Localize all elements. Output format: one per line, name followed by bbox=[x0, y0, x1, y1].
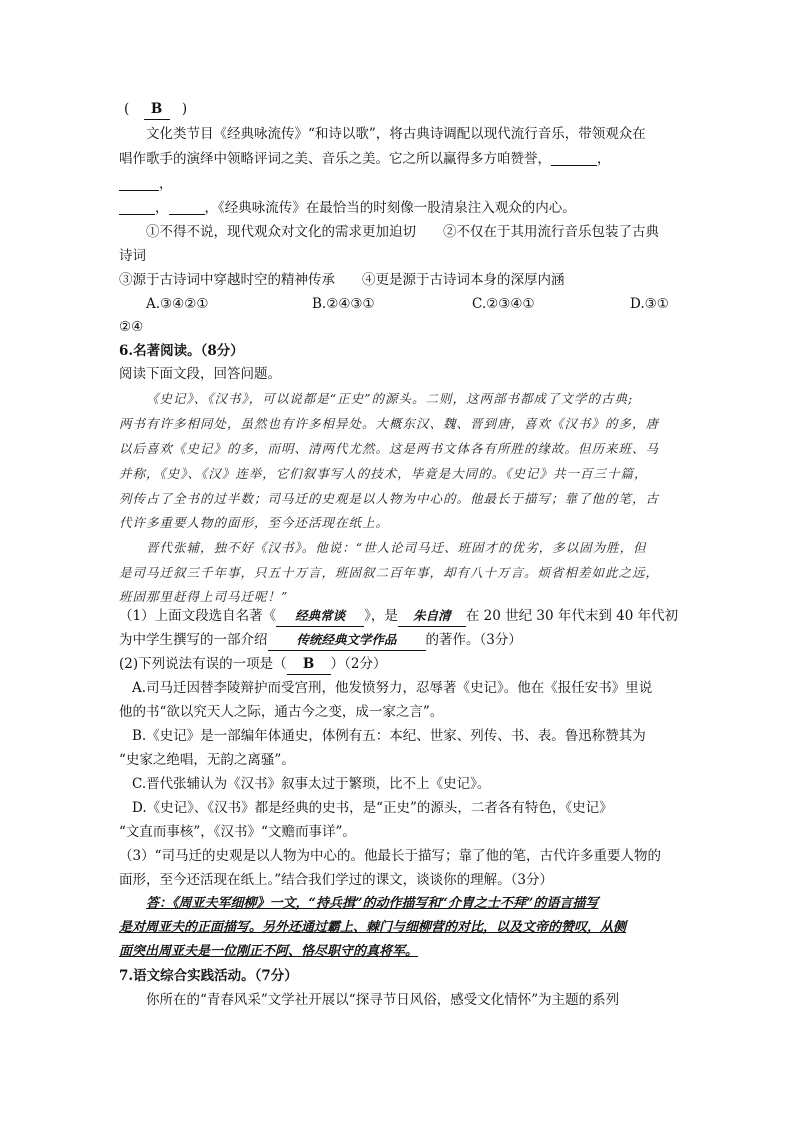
passage-line: 班固那里赶得上司马迁呢！” bbox=[119, 589, 289, 604]
passage-line: 晋代张辅，独不好《汉书》。他说：“世人论司马迁、班固才的优劣，多以固为胜，但 bbox=[146, 540, 647, 555]
choice-c: C.②③④① bbox=[472, 296, 535, 312]
q5-answer-line bbox=[124, 99, 187, 120]
choice-b: B.②④③① bbox=[312, 296, 375, 312]
paren-right: ) bbox=[181, 101, 188, 117]
q5-options-1: ①不得不说，现代观众对文化的需求更加迫切 ②不仅在于其用流行音乐包装了古典 bbox=[146, 224, 659, 240]
option-a-line2: 他的书“欲以究天人之际，通古今之变，成一家之言”。 bbox=[119, 704, 444, 720]
q6-heading: 6.名著阅读。（8分） bbox=[119, 343, 244, 359]
passage-line: 以后喜欢《史记》的多，而明、清两代尤然。这是两书文体各有所胜的缘故。但历来班、马 bbox=[119, 441, 660, 456]
answer-line-2: 是对周亚夫的正面描写。另外还通过霸上、棘门与细柳营的对比，以及文帝的赞叹，从侧 bbox=[119, 920, 627, 935]
option-d-line2: “文直而事核”，《汉书》“文赡而事详”。 bbox=[119, 824, 356, 840]
q5-intro-1: 文化类节目《经典咏流传》“和诗以歌”，将古典诗调配以现代流行音乐，带领观众在 bbox=[146, 126, 646, 142]
option-c: C.晋代张辅认为《汉书》叙事太过于繁琐，比不上《史记》。 bbox=[132, 776, 491, 792]
paren-left: ( bbox=[124, 101, 130, 117]
q5-intro-4: ， ，《经典咏流传》在最恰当的时刻像一股清泉注入观众的内心。 bbox=[119, 198, 576, 218]
blank-4 bbox=[169, 199, 205, 215]
passage-line: 并称，《史》、《汉》连举，它们叙事写人的技术，毕竟是大同的。《史记》共一百三十篇， bbox=[119, 466, 648, 481]
q6-sub3-line1: （3）“司马迁的史观是以人物为中心的。他最长于描写；靠了他的笔，古代许多重要人物的 bbox=[119, 848, 661, 864]
q6-sub2: (2)下列说法有误的一项是（ B ）（2分） bbox=[119, 654, 386, 675]
q5-options-3: ③源于古诗词中穿越时空的精神传承 ④更是源于古诗词本身的深厚内涵 bbox=[119, 272, 565, 288]
option-d-line1: D.《史记》、《汉书》都是经典的史书，是“正史”的源头，二者各有特色，《史记》 bbox=[132, 800, 613, 816]
blank-1 bbox=[551, 150, 597, 166]
q5-intro-2: 唱作歌手的演绎中领略评词之美、音乐之美。它之所以赢得多方咱赞誉， ， bbox=[119, 151, 611, 167]
passage-line: 《史记》、《汉书》，可以说都是“正史”的源头。二则，这两部书都成了文学的古典; bbox=[146, 391, 634, 406]
blank-3 bbox=[119, 199, 155, 215]
blank-2 bbox=[119, 175, 159, 191]
q5-intro-3: ， bbox=[119, 174, 173, 194]
q6-sub3-line2: 面形，至今还活现在纸上。”结合我们学过的课文，谈谈你的理解。（3分） bbox=[119, 872, 553, 888]
q5-options-2: 诗词 bbox=[119, 248, 146, 264]
passage-line: 列传占了全书的过半数；司马迁的史观是以人物为中心的。他最长于描写；靠了他的笔，古 bbox=[119, 491, 660, 506]
passage-line: 代许多重要人物的面形，至今还活现在纸上。 bbox=[119, 515, 390, 530]
q6-instruction: 阅读下面文段，回答问题。 bbox=[119, 366, 281, 382]
passage-line: 两书有许多相同处，虽然也有许多相异处。大概东汉、魏、晋到唐，喜欢《汉书》的多，唐 bbox=[119, 416, 660, 431]
q6-sub1-line1: （1）上面文段选自名著《 经典常谈 》，是 朱自清 在 20 世纪 30 年代末到 40 年代初 bbox=[119, 606, 678, 627]
choice-a: A.③④②① bbox=[146, 296, 209, 312]
passage-line: 是司马迁叙三千年事，只五十万言，班固叙二百年事，却有八十万言。烦省相差如此之远， bbox=[119, 565, 660, 580]
q5-answer: B bbox=[144, 99, 170, 120]
q6-sub1-line2: 为中学生撰写的一部介绍 传统经典文学作品 的著作。（3分） bbox=[119, 630, 522, 651]
answer-line-3: 面突出周亚夫是一位刚正不阿、恪尽职守的真将军。 bbox=[119, 944, 419, 959]
answer-line-1: 答：《周亚夫军细柳》一文，“持兵揖”的动作描写和“介胄之士不拜”的语言描写 bbox=[146, 896, 599, 911]
topic-fill: 传统经典文学作品 bbox=[268, 630, 426, 651]
sub2-answer: B bbox=[287, 654, 331, 675]
option-b-line1: B.《史记》是一部编年体通史，体例有五：本纪、世家、列传、书、表。鲁迅称赞其为 bbox=[132, 728, 646, 744]
choice-d: D.③① bbox=[630, 296, 669, 312]
q7-heading: 7.语文综合实践活动。（7分） bbox=[119, 968, 298, 984]
author-fill: 朱自清 bbox=[398, 606, 466, 627]
q7-intro: 你所在的“青春风采”文学社开展以“探寻节日风俗，感受文化情怀”为主题的系列 bbox=[146, 992, 620, 1008]
option-b-line2: “史家之绝唱，无韵之离骚”。 bbox=[119, 752, 295, 768]
book-title-fill: 经典常谈 bbox=[276, 606, 364, 627]
option-a-line1: A.司马迁因替李陵辩护而受宫刑，他发愤努力，忍辱著《史记》。他在《报任安书》里说 bbox=[132, 680, 653, 696]
choice-d-cont: ②④ bbox=[119, 319, 144, 335]
